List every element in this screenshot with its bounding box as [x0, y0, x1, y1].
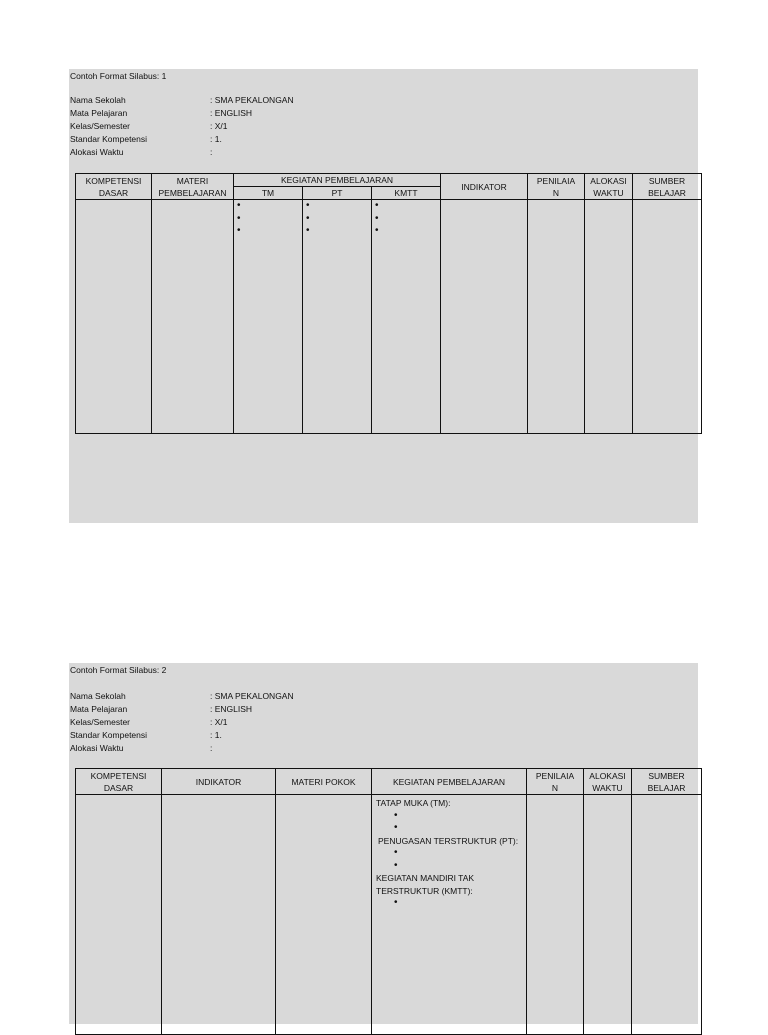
kegiatan-kmtt-label: KEGIATAN MANDIRI TAK TERSTRUKTUR (KMTT): [376, 873, 475, 896]
header-kmtt: KMTT [372, 187, 441, 200]
meta-value: : 1. [210, 730, 222, 740]
meta-label: Standar Kompetensi [70, 730, 148, 740]
cell-pt [303, 200, 372, 434]
cell-penilaian [527, 795, 584, 1035]
meta-value: : SMA PEKALONGAN [210, 95, 294, 105]
bullet: • [394, 847, 398, 858]
meta-row [70, 703, 294, 716]
bullet: • [306, 225, 310, 236]
cell-sumber-belajar [633, 200, 702, 434]
header-indikator: INDIKATOR [162, 769, 276, 795]
header-materi-pokok: MATERI POKOK [276, 769, 372, 795]
meta-row [70, 716, 294, 729]
meta-value: : X/1 [210, 717, 228, 727]
bullet: • [375, 225, 379, 236]
meta-value: : X/1 [210, 121, 228, 131]
header-materi-pembelajaran: MATERI PEMBELAJARAN [152, 174, 234, 200]
meta-row [70, 742, 294, 755]
meta-row [70, 146, 294, 159]
kegiatan-list [372, 795, 526, 912]
bullet: • [394, 809, 398, 821]
meta-label: Mata Pelajaran [70, 108, 128, 118]
meta-row [70, 690, 294, 703]
header-pt: PT [303, 187, 372, 200]
meta-value: : [210, 743, 213, 753]
cell-kegiatan-pembelajaran [372, 795, 527, 1035]
bullet: • [306, 200, 310, 211]
bullet: • [237, 225, 241, 236]
cell-kompetensi-dasar [76, 795, 162, 1035]
header-alokasi-waktu: ALOKASI WAKTU [585, 174, 633, 200]
meta-value: : SMA PEKALONGAN [210, 691, 294, 701]
bullet: • [306, 212, 310, 224]
bullet: • [375, 212, 379, 224]
cell-materi-pembelajaran [152, 200, 234, 434]
meta-label: Nama Sekolah [70, 691, 126, 701]
meta-label: Nama Sekolah [70, 95, 126, 105]
meta-row [70, 133, 294, 146]
syllabus-table-2 [75, 768, 702, 1035]
cell-materi-pokok [276, 795, 372, 1035]
cell-sumber-belajar [632, 795, 702, 1035]
header-sumber-belajar: SUMBER BELAJAR [632, 769, 702, 795]
bullet: • [375, 200, 379, 211]
bullet: • [394, 822, 398, 833]
syllabus-table-1 [75, 173, 702, 434]
meta-value: : 1. [210, 134, 222, 144]
meta-label: Alokasi Waktu [70, 147, 124, 157]
cell-alokasi-waktu [585, 200, 633, 434]
meta-row [70, 729, 294, 742]
meta-label: Alokasi Waktu [70, 743, 124, 753]
cell-indikator [162, 795, 276, 1035]
header-kompetensi-dasar: KOMPETENSI DASAR [76, 174, 152, 200]
meta-value: : [210, 147, 213, 157]
header-sumber-belajar: SUMBER BELAJAR [633, 174, 702, 200]
syllabus-page-1 [69, 69, 698, 523]
meta-value: : ENGLISH [210, 704, 253, 714]
syllabus-title: Contoh Format Silabus: 1 [70, 71, 167, 81]
syllabus-title: Contoh Format Silabus: 2 [70, 665, 167, 675]
syllabus-meta [70, 690, 294, 755]
meta-label: Mata Pelajaran [70, 704, 128, 714]
header-kompetensi-dasar: KOMPETENSI DASAR [76, 769, 162, 795]
header-indikator: INDIKATOR [441, 174, 528, 200]
cell-kmtt [372, 200, 441, 434]
syllabus-page-2 [69, 663, 698, 1024]
bullet: • [394, 859, 398, 871]
meta-label: Kelas/Semester [70, 121, 130, 131]
meta-label: Standar Kompetensi [70, 134, 148, 144]
header-kegiatan-pembelajaran: KEGIATAN PEMBELAJARAN [372, 769, 527, 795]
header-penilaian: PENILAIA N [528, 174, 585, 200]
header-penilaian: PENILAIA N [527, 769, 584, 795]
meta-row [70, 107, 294, 120]
kegiatan-pt-label: PENUGASAN TERSTRUKTUR (PT): [378, 835, 519, 846]
meta-label: Kelas/Semester [70, 717, 130, 727]
header-tm: TM [234, 187, 303, 200]
cell-penilaian [528, 200, 585, 434]
cell-alokasi-waktu [584, 795, 632, 1035]
header-alokasi-waktu: ALOKASI WAKTU [584, 769, 632, 795]
meta-value: : ENGLISH [210, 108, 253, 118]
bullet: • [394, 897, 398, 908]
header-kegiatan-pembelajaran: KEGIATAN PEMBELAJARAN [234, 174, 441, 187]
cell-tm [234, 200, 303, 434]
meta-row [70, 94, 294, 107]
bullet: • [237, 212, 241, 224]
kegiatan-tm-label: TATAP MUKA (TM): [376, 798, 451, 808]
bullet: • [237, 200, 241, 211]
cell-indikator [441, 200, 528, 434]
meta-row [70, 120, 294, 133]
syllabus-meta [70, 94, 294, 159]
cell-kompetensi-dasar [76, 200, 152, 434]
